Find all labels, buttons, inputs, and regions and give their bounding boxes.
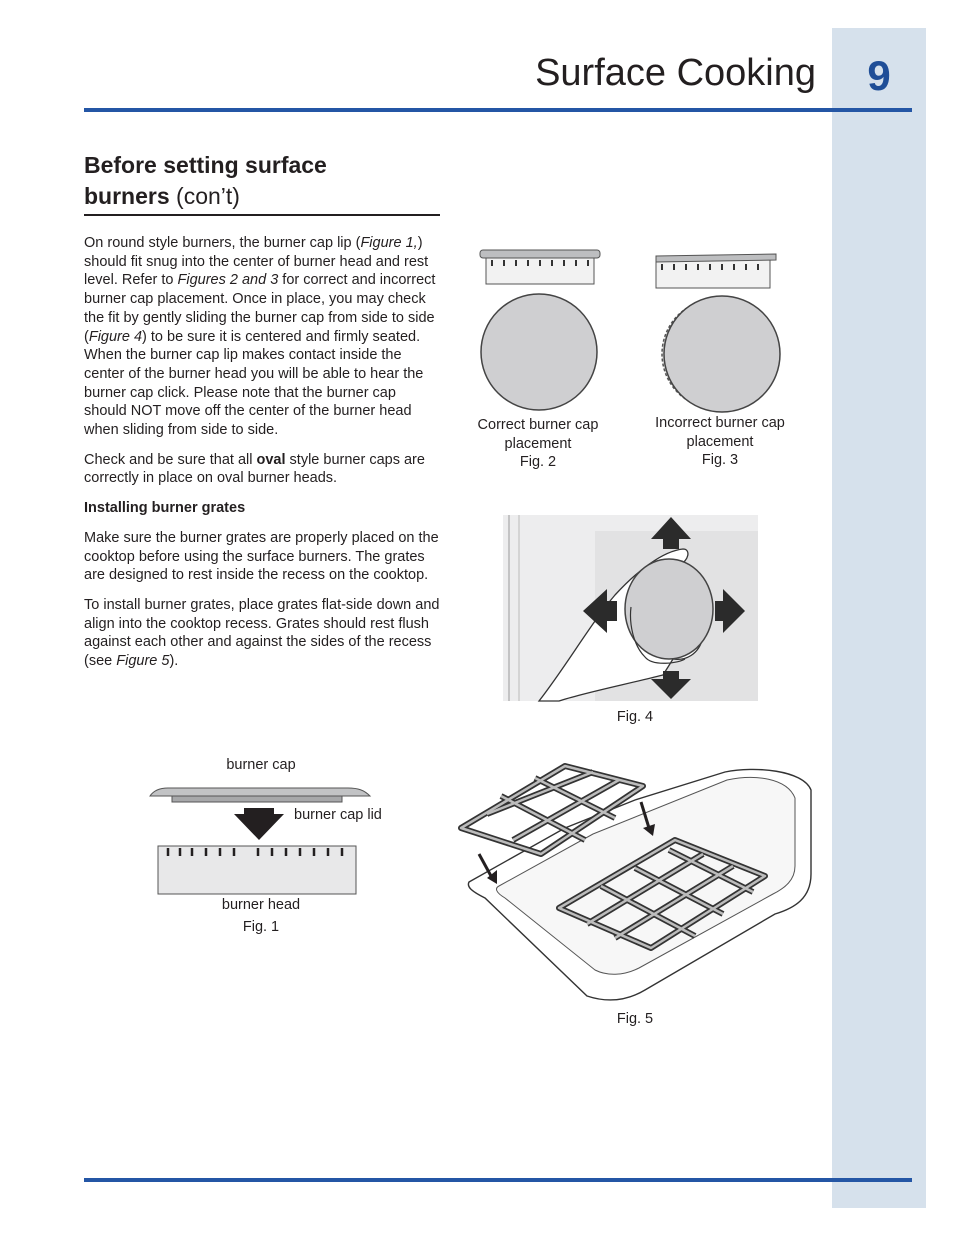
fig2-caption: Correct burner cap placement Fig. 2 <box>458 416 618 472</box>
section-rule <box>84 214 440 216</box>
side-tab <box>832 28 926 1208</box>
body-text <box>84 234 440 682</box>
paragraph-2: Check and be sure that all oval style burner caps are correctly in place on oval burner heads. <box>84 451 425 487</box>
fig4-illustration <box>503 515 758 701</box>
fig3-label: Fig. 3 <box>701 452 739 469</box>
fig5-illustration <box>455 758 815 1003</box>
subheading-installing-grates: Installing burner grates <box>84 500 246 517</box>
down-arrow-icon <box>234 808 284 840</box>
page-title: Surface Cooking <box>535 52 816 94</box>
fig1-illustration <box>148 754 388 938</box>
fig3-illustration <box>650 252 785 412</box>
page-number: 9 <box>867 52 891 99</box>
paragraph-1: On round style burners, the burner cap lip (Figure 1,) should fit snug into the center of burner head and rest level. Refer to Figures 2 and 3 for correct and incorrect burner cap placement. Once in place, you may check the fit by gently sliding the burner cap from side to side (Figure 4) to be sure it is centered and firmly seated. When the burner cap lip makes contact inside the center of the burner head you will be able to hear the burner cap click. Please note that the burner cap should NOT move off the center of the burner head when sliding from side to side. <box>84 235 436 439</box>
header-rule <box>84 108 912 112</box>
section-heading <box>84 150 414 212</box>
section-heading-suffix: (con’t) <box>169 183 240 209</box>
fig1-label: Fig. 1 <box>242 919 280 935</box>
footer-rule <box>84 1178 912 1182</box>
fig4-label: Fig. 4 <box>616 709 654 725</box>
section-heading-bold: Before setting surface burners <box>84 152 327 209</box>
fig1-lid-label: burner cap lid <box>294 807 382 823</box>
paragraph-3: Make sure the burner grates are properly placed on the cooktop before using the surface burners. The grates are designed to rest inside the recess on the cooktop. <box>84 529 439 584</box>
fig5-label: Fig. 5 <box>616 1011 654 1027</box>
paragraph-4: To install burner grates, place grates flat-side down and align into the cooktop recess. Grates should rest flush against each other and against the sides of the recess (see Figure 5). <box>84 596 440 670</box>
fig3-caption: Incorrect burner cap placement Fig. 3 <box>640 414 800 470</box>
fig2-illustration <box>478 248 608 414</box>
fig1-head-label: burner head <box>221 897 301 913</box>
fig1-cap-label: burner cap <box>226 757 296 773</box>
fig2-label: Fig. 2 <box>519 454 557 471</box>
